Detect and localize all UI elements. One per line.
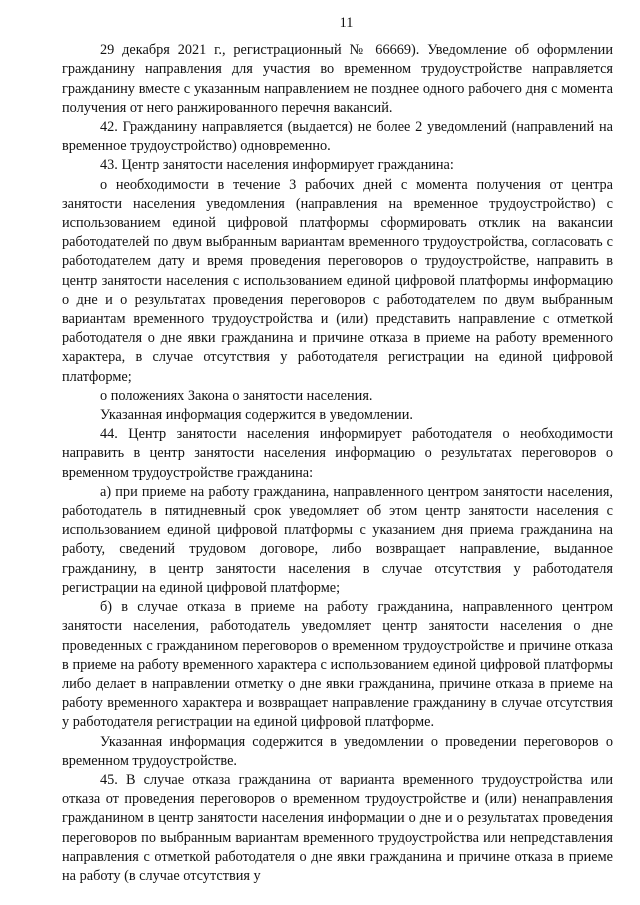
paragraph-44: 44. Центр занятости населения информирует работодателя о необходимости направить в центр занятости населения информацию о результатах переговоров о временном трудоустройстве гражданина: xyxy=(62,426,613,481)
page-number: 11 xyxy=(339,15,354,31)
paragraph-43-item-1: о необходимости в течение 3 рабочих дней с момента получения от центра занятости населения уведомления (направления на временное трудоустройство) с использованием единой цифровой платформы сформировать отклик на вакансии работодателей по двум выбранным вариантам временного трудоустройства, согласовать с работодателем дату и время проведения переговоров о трудоустройстве, направить в центр занятости населения с использованием единой цифровой платформы информацию о дне и о результатах проведения переговоров с работодателем по двум выбранным вариантам временного трудоустройства и (или) представить направление с отметкой работодателя о дне явки гражданина и причине отказа в приеме на работу временного характера, в случае отсутствия у работодателя регистрации на единой цифровой платформе; xyxy=(62,176,613,385)
paragraph-43: 43. Центр занятости населения информирует гражданина: xyxy=(100,157,454,174)
paragraph-44-b: б) в случае отказа в приеме на работу гражданина, направленного центром занятости населения, работодатель уведомляет центр занятости населения о дне проведенных с гражданином переговоров о временном трудоустройстве и причине отказа в приеме на работу временного характера с использованием единой цифровой платформы либо делает в направлении отметку о дне явки гражданина, причине отказа в приеме на работу временного характера и возвращает направление гражданину в случае отсутствия у работодателя регистрации на единой цифровой платформе. xyxy=(62,599,613,731)
paragraph-continuation: 29 декабря 2021 г., регистрационный № 66669). Уведомление об оформлении гражданину направления для участия во временном трудоустройстве направляется гражданину вместе с указанным направлением не позднее одного рабочего дня с момента получения от него ранжированного перечня вакансий. xyxy=(62,42,613,116)
paragraph-43-note: Указанная информация содержится в уведомлении. xyxy=(100,407,413,424)
paragraph-42: 42. Гражданину направляется (выдается) не более 2 уведомлений (направлений на временное трудоустройство) одновременно. xyxy=(62,119,613,155)
paragraph-44-a: а) при приеме на работу гражданина, направленного центром занятости населения, работодатель в пятидневный срок уведомляет об этом центр занятости населения с использованием единой цифровой платформы с указанием дня приема гражданина на работу, сведений трудовом договоре, либо возвращает направление, выданное гражданину, в центр занятости населения в случае отсутствия у работодателя регистрации на единой цифровой платформе; xyxy=(62,483,613,596)
paragraph-43-item-2: о положениях Закона о занятости населения. xyxy=(100,387,373,404)
paragraph-44-note: Указанная информация содержится в уведомлении о проведении переговоров о временном трудоустройстве. xyxy=(62,733,613,769)
paragraph-45: 45. В случае отказа гражданина от варианта временного трудоустройства или отказа от проведения переговоров о временном трудоустройстве и (или) ненаправления гражданином в центр занятости населения информации о дне и о результатах проведения переговоров по выбранным вариантам временного трудоустройства или непредставления направления с отметкой работодателя о дне явки гражданина и причине отказа в приеме на работу (в случае отсутствия у xyxy=(62,771,613,884)
